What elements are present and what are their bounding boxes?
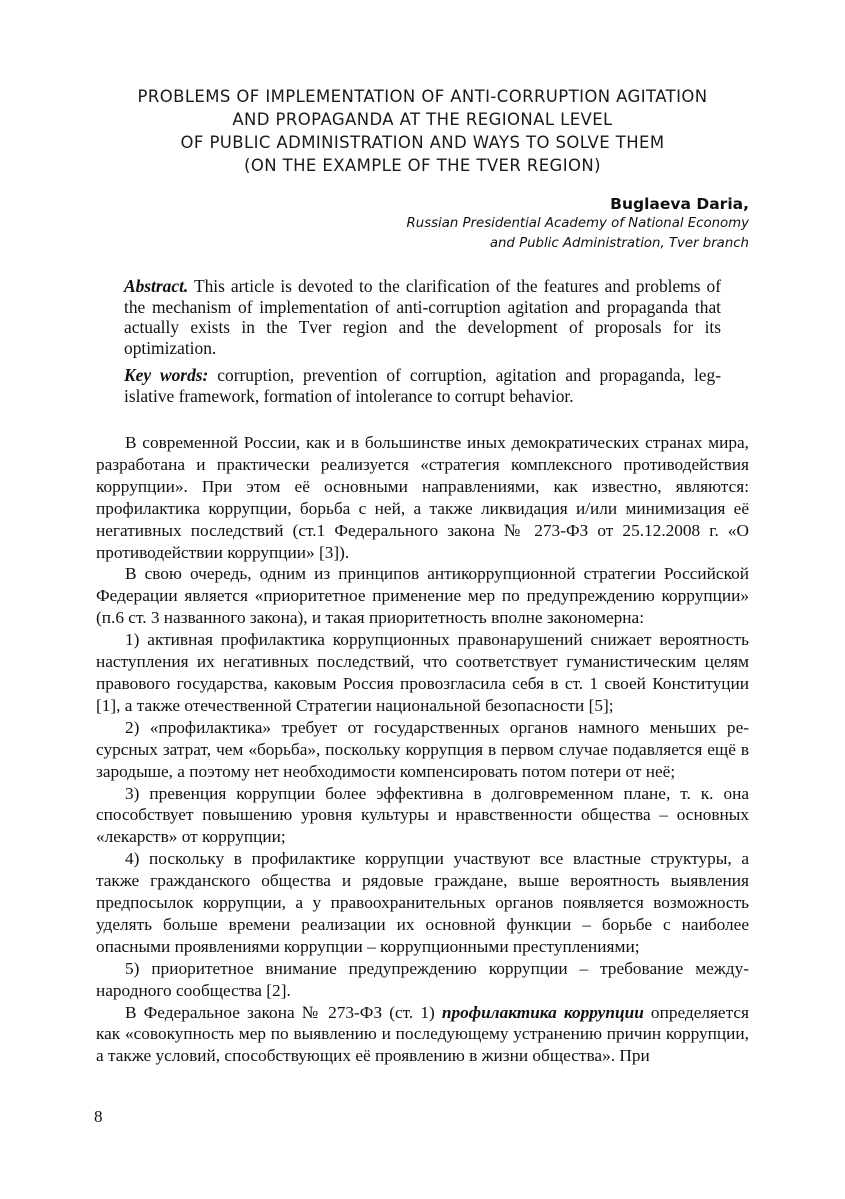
keywords-paragraph [124, 365, 721, 406]
abstract-paragraph [124, 276, 721, 358]
body-paragraph: В свою очередь, одним из принципов антикоррупционной стратегии Российской Федерации является «приоритетное применение мер по предупреждению коррупции» (п.6 ст. 3 названного закона), и такая приоритетность вполне закономерна: [96, 564, 749, 628]
title-line: (ON THE EXAMPLE OF THE TVER REGION) [244, 156, 601, 175]
keywords-text: corruption, prevention of corruption, agitation and propaganda, legislative framework, formation of intolerance to corrupt behavior. [124, 365, 721, 406]
defined-term: профилактика коррупции [441, 1002, 644, 1022]
author-name: Buglaeva Daria, [610, 195, 749, 213]
list-item-paragraph: 5) приоритетное внимание предупреждению коррупции – требование международного сообщества [2]. [96, 958, 749, 1000]
abstract-label: Abstract. [124, 276, 189, 296]
page-number: 8 [94, 1107, 103, 1126]
paragraph-text: определяется как «совокупность мер по выявлению и последующему устранению причин коррупции, а также условий, способствующих её проявлению в жизни общества». При [96, 1002, 749, 1066]
list-item-paragraph: 1) активная профилактика коррупционных правонарушений снижает вероятность наступления их негативных последствий, что соответствует гуманистическим целям правового государства, каковым Россия провозгласила себя в ст. 1 своей Конституции [1], а также отечественной Стратегии национальной безопасности [5]; [96, 630, 749, 715]
affiliation-line: Russian Presidential Academy of National Economy [406, 216, 749, 231]
author-affiliation [407, 214, 749, 254]
list-item-paragraph: 3) превенция коррупции более эффективна в долговременном плане, т. к. она способствует повышению уровня культуры и нравственности общества – основных «лекарств» от коррупции; [96, 783, 749, 847]
title-line: AND PROPAGANDA AT THE REGIONAL LEVEL [232, 110, 613, 129]
paragraph-text: В Федеральное закона № 273-ФЗ (ст. 1) [125, 1002, 442, 1022]
body-paragraph: В современной России, как и в большинстве иных демократических странах мира, разработана и практически реализуется «стратегия комплексного противодействия коррупции». При этом её основными направлениями, как известно, являются: профилактика коррупции, борьба с ней, а также ликвидация и/или минимизация её негативных последствий (ст.1 Федерального закона № 273-ФЗ от 25.12.2008 г. «О противодействии коррупции» [3]). [96, 433, 749, 562]
list-item-paragraph: 2) «профилактика» требует от государственных органов намного меньших ресурсных затрат, чем «борьба», поскольку коррупция в первом случае подавляется ещё в зародыше, а поэтому нет необходимости компенсировать потом потери от неё; [96, 717, 749, 781]
article-title [96, 85, 749, 177]
abstract-text: This article is devoted to the clarification of the features and problems of the mechanism of implementation of anti-corruption agitation and propaganda that actually exists in the Tver region and the development of proposals for its optimization. [124, 276, 721, 358]
affiliation-line: and Public Administration, Tver branch [489, 236, 749, 251]
abstract-block [124, 276, 721, 407]
keywords-label: Key words: [124, 365, 209, 386]
title-line: PROBLEMS OF IMPLEMENTATION OF ANTI-CORRUPTION AGITATION [137, 87, 708, 106]
body-paragraph [96, 1002, 749, 1068]
title-line: OF PUBLIC ADMINISTRATION AND WAYS TO SOLVE THEM [180, 133, 665, 152]
list-item-paragraph: 4) поскольку в профилактике коррупции участвуют все властные структуры, а также гражданского общества и рядовые граждане, выше вероятность выявления предпосылок коррупции, а у правоохранительных органов появляется возможность уделять больше времени реализации их основной функции – борьбе с наиболее опасными проявлениями коррупции – коррупционными преступлениями; [96, 849, 749, 956]
article-body [96, 432, 749, 1067]
